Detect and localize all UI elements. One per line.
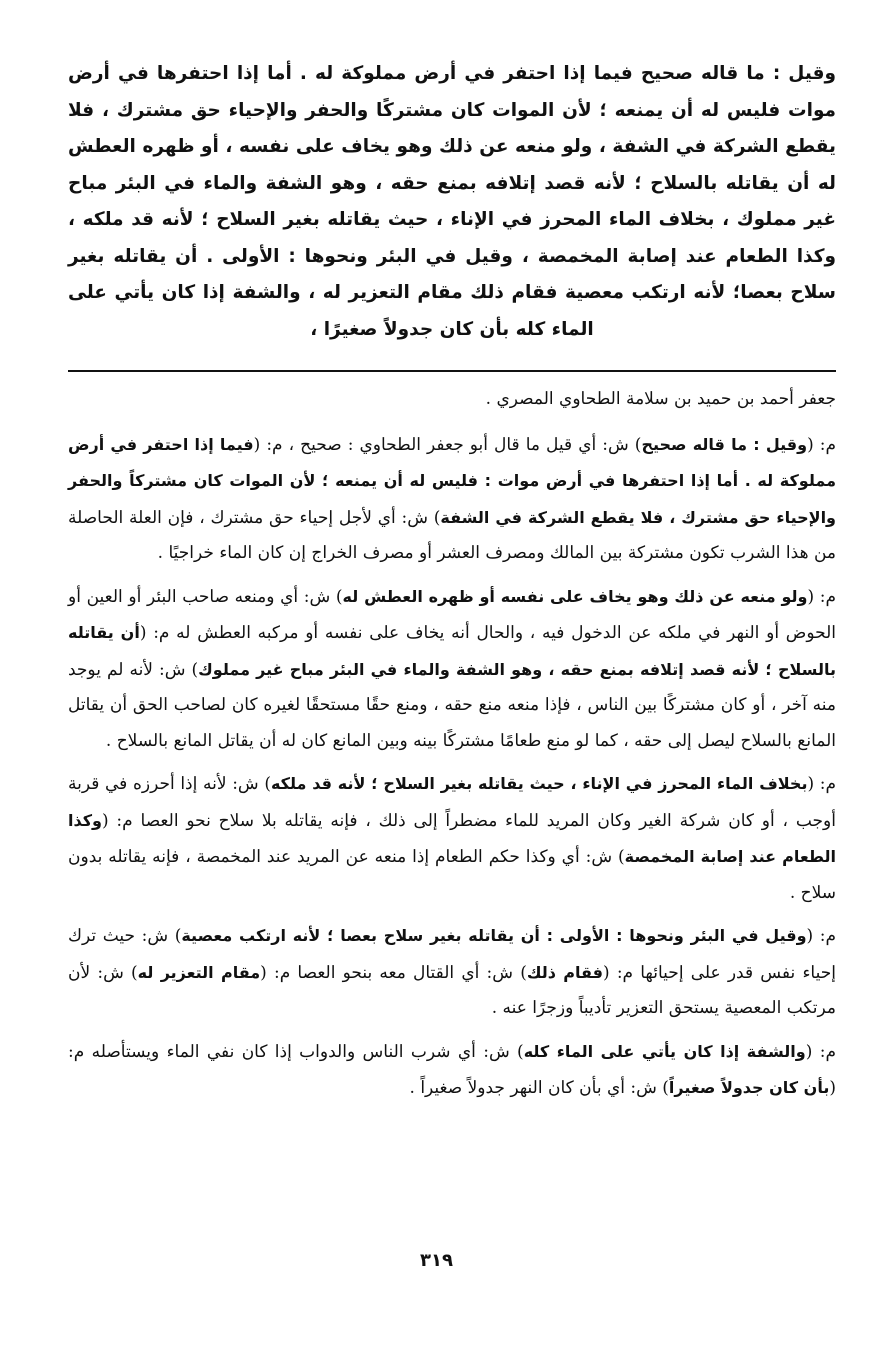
commentary-text: ) ش: لأنه إذا أحرزه في قربة أوجب ، أو كان شركة الغير وكان المريد للماء مضطراً إلى ذلك ، فإنه يقاتله بلا سلاح نحو العصا م: ( (68, 774, 836, 831)
commentary-text: ) ش: أي ومنعه صاحب البئر أو العين أو الحوض أو النهر في ملكه عن الدخول فيه ، والحال أنه يخاف على نفسه أو مركبه العطش له م: ( (68, 586, 837, 643)
commentary-text: ) ش: أي القتال معه بنحو العصا م: ( (260, 962, 527, 983)
page-body (68, 56, 836, 1371)
matn-marker: م: ( (805, 1041, 836, 1062)
quoted-matn: فيما إذا احتفر في أرض مملوكة له . أما إذا احتفرها في أرض موات : فليس له أن يمنعه ؛ لأن الموات كان مشتركاً والحفر والإحياء حق مشترك ، فلا يقطع الشركة في الشفة (68, 434, 836, 527)
commentary-text: ) ش: حيث ترك إحياء نفس قدر على إحيائها م: ( (68, 926, 836, 983)
main-text-block: وقيل : ما قاله صحيح فيما إذا احتفر في أرض مملوكة له . أما إذا احتفرها في أرض موات فليس له أن يمنعه ؛ لأن الموات كان مشتركًا والحفر والإحياء حق مشترك ، فلا يقطع الشركة في الشفة ، ولو منعه عن ذلك وهو يخاف على نفسه ، أو ظهره العطش له أن يقاتله بالسلاح ؛ لأنه قصد إتلافه بمنع حقه ، وهو الشفة والماء في البئر مباح غير مملوك ، بخلاف الماء المحرز في الإناء ، حيث يقاتله بغير السلاح ؛ لأنه قد ملكه ، وكذا الطعام عند إصابة المخمصة ، وقيل في البئر ونحوها : الأولى . أن يقاتله بغير سلاح بعصا؛ لأنه ارتكب معصية فقام ذلك مقام التعزير له ، والشفة إذا كان يأتي على الماء كله بأن كان جدولاً صغيرًا ، (68, 63, 836, 340)
commentary-text: ) ش: أي وكذا حكم الطعام إذا منعه عن المريد عند المخمصة ، فإنه يقاتله بدون سلاح . (68, 847, 836, 903)
commentary-text: ) ش: لأن مرتكب المعصية يستحق التعزير تأديباً وزجرًا عنه . (68, 962, 836, 1018)
matn-marker: م: ( (807, 434, 837, 455)
commentary-paragraph (68, 766, 836, 911)
commentary-paragraph (68, 382, 836, 418)
quoted-matn: أن يقاتله بالسلاح ؛ لأنه قصد إتلافه بمنع حقه ، وهو الشفة والماء في البئر مباح غير مملوك (68, 623, 836, 679)
commentary-text: ) ش: أي قيل ما قال أبو جعفر الطحاوي : صحيح ، م: ( (253, 434, 642, 455)
matn-marker: م: ( (807, 774, 837, 794)
section-divider (68, 370, 836, 372)
quoted-matn: مقام التعزير له (137, 962, 261, 982)
commentary-section (68, 382, 836, 1107)
quoted-matn: وقيل : ما قاله صحيح (641, 434, 808, 454)
commentary-text: ) ش: لأنه لم يوجد منه آخر ، أو كان مشتركًا بين الناس ، فإذا منعه منع حقه ، ومنع حقًا مستحقًا لغيره كان لصاحب الحق أن يقاتل المانع بالسلاح ليصل إلى حقه ، كما لو منع طعامًا مشتركًا بينه وبين المانع كان له أن يقاتل المانع بالسلاح . (68, 659, 836, 751)
commentary-paragraph (68, 427, 836, 572)
quoted-matn: والشفة إذا كان يأتي على الماء كله (523, 1041, 806, 1061)
commentary-text: ) ش: أي بأن كان النهر جدولاً صغيراً . (409, 1078, 669, 1098)
commentary-text: ) ش: أي لأجل إحياء حق مشترك ، فإن العلة الحاصلة من هذا الشرب تكون مشتركة بين المالك ومصرف العشر أو مصرف الخراج إن كان الماء خراجيًا . (68, 507, 836, 563)
commentary-text: ) ش: أي شرب الناس والدواب إذا كان نفي الماء ويستأصله م: ( (68, 1041, 836, 1098)
matn-marker: م: ( (807, 586, 836, 607)
commentary-text: جعفر أحمد بن حميد بن سلامة الطحاوي المصري . (485, 389, 836, 409)
quoted-matn: وكذا الطعام عند إصابة المخمصة (68, 810, 836, 866)
matn-marker: م: ( (806, 926, 837, 946)
quoted-matn: وقيل في البئر ونحوها : الأولى : أن يقاتله بغير سلاح بعصا ؛ لأنه ارتكب معصية (181, 926, 807, 945)
quoted-matn: بأن كان جدولاً صغيراً (668, 1078, 830, 1097)
commentary-paragraph (68, 579, 836, 760)
page-number: ٣١٩ (420, 1250, 453, 1271)
commentary-paragraph (68, 1034, 836, 1107)
quoted-matn: ولو منعه عن ذلك وهو يخاف على نفسه أو ظهره العطش له (342, 586, 808, 606)
commentary-paragraph (68, 918, 836, 1027)
quoted-matn: فقام ذلك (526, 962, 604, 982)
quoted-matn: بخلاف الماء المحرز في الإناء ، حيث يقاتله بغير السلاح ؛ لأنه قد ملكه (270, 774, 808, 793)
